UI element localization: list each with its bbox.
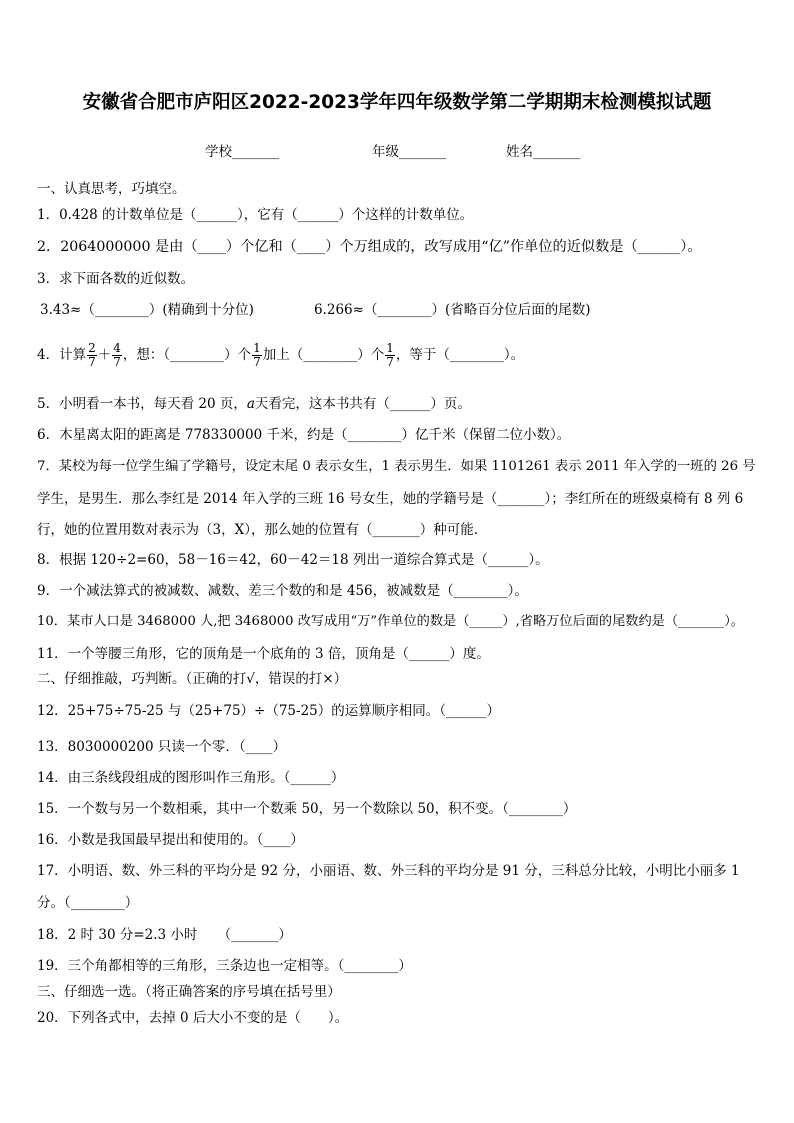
fraction-numerator: 1 [386,341,394,355]
question-20: 20．下列各式中，去掉 0 后大小不变的是（ ）。 [37,1010,349,1026]
fraction-numerator: 4 [113,341,121,355]
question-5-suffix: 天看完，这本书共有（______）页。 [254,396,471,412]
section-3-heading: 三、仔细选一选。（将正确答案的序号填在括号里） [37,984,341,1000]
question-2: 2．2064000000 是由（____）个亿和（____）个万组成的，改写成用“亿”作单位的近似数是（______）。 [37,239,702,255]
question-3: 3．求下面各数的近似数。 [37,271,195,287]
fraction-denominator: 7 [253,355,261,369]
question-11: 11．一个等腰三角形，它的顶角是一个底角的 3 倍，顶角是（______）度。 [37,646,490,662]
question-5-prefix: 5．小明看一本书，每天看 20 页， [37,396,247,412]
question-12: 12．25+75÷75-25 与（25+75）÷（75-25）的运算顺序相同。（______） [37,703,501,719]
question-1: 1．0.428 的计数单位是（______），它有（______）个这样的计数单位。 [37,207,474,223]
fraction-denominator: 7 [88,355,96,369]
question-15: 15．一个数与另一个数相乘，其中一个数乘 50，另一个数除以 50，积不变。（________） [37,801,577,817]
school-field: 学校_______ [205,144,280,160]
question-7-line-3: 行，她的位置用数对表示为（3，X），那么她的位置有（_______）种可能. [37,522,478,538]
question-19: 19．三个角都相等的三角形，三条边也一定相等。（________） [37,958,412,974]
question-4-end: ，等于（________）。 [395,347,525,363]
question-6: 6．木星离太阳的距离是 778330000 千米，约是（________）亿千米（保留二位小数）。 [37,427,571,443]
question-7-line-1: 7．某校为每一位学生编了学籍号，设定末尾 0 表示女生，1 表示男生．如果 1101261 表示 2011 年入学的一班的 26 号 [37,459,756,474]
plus-sign: ＋ [97,347,112,363]
question-8: 8．根据 120÷2=60，58－16＝42，60－42＝18 列出一道综合算式是（______）。 [37,552,549,568]
grade-field: 年级_______ [372,144,447,160]
question-17-line-1: 17．小明语、数、外三科的平均分是 92 分，小丽语、数、外三科的平均分是 91 分，三科总分比较，小明比小丽多 1 [37,863,740,879]
fraction-1-7 [252,342,262,369]
question-13: 13．8030000200 只读一个零．（____） [37,739,287,755]
question-4 [37,338,764,372]
question-10: 10．某市人口是 3468000 人,把 3468000 改写成用“万”作单位的数是（_____）,省略万位后面的尾数约是（_______）。 [37,614,744,629]
question-18: 18．2 时 30 分=2.3 小时 （_______） [37,927,292,943]
question-7-line-2: 学生，是男生．那么李红是 2014 年入学的三班 16 号女生，她的学籍号是（_______）；李红所在的班级桌椅有 8 列 6 [37,491,744,507]
section-1-heading: 一、认真思考，巧填空。 [37,181,186,197]
question-4-add: 加上（________）个 [262,347,385,363]
variable-a: a [246,396,255,412]
fraction-4-7 [112,342,122,369]
name-field: 姓名_______ [506,144,581,160]
question-14: 14．由三条线段组成的图形叫作三角形。（______） [37,770,345,786]
question-4-prefix: 4．计算 [37,347,87,363]
question-4-think: ，想：（________）个 [122,347,252,363]
question-9: 9．一个减法算式的被减数、减数、差三个数的和是 456，被减数是（________）。 [37,583,528,599]
fraction-numerator: 1 [253,341,261,355]
fraction-2-7 [87,342,97,369]
fraction-1-7 [385,342,395,369]
question-17-line-2: 分。（________） [37,895,139,911]
question-16: 16．小数是我国最早提出和使用的。（____） [37,832,304,848]
fraction-denominator: 7 [386,355,394,369]
fraction-numerator: 2 [88,341,96,355]
question-5 [37,395,764,413]
question-3a: 3.43≈（________）(精确到十分位) [40,302,254,318]
fraction-denominator: 7 [113,355,121,369]
question-3b: 6.266≈（________）(省略百分位后面的尾数) [314,302,591,318]
section-2-heading: 二、仔细推敲，巧判断。（正确的打√，错误的打×） [37,671,348,687]
page-title: 安徽省合肥市庐阳区2022-2023学年四年级数学第二学期期末检测模拟试题 [82,92,712,113]
